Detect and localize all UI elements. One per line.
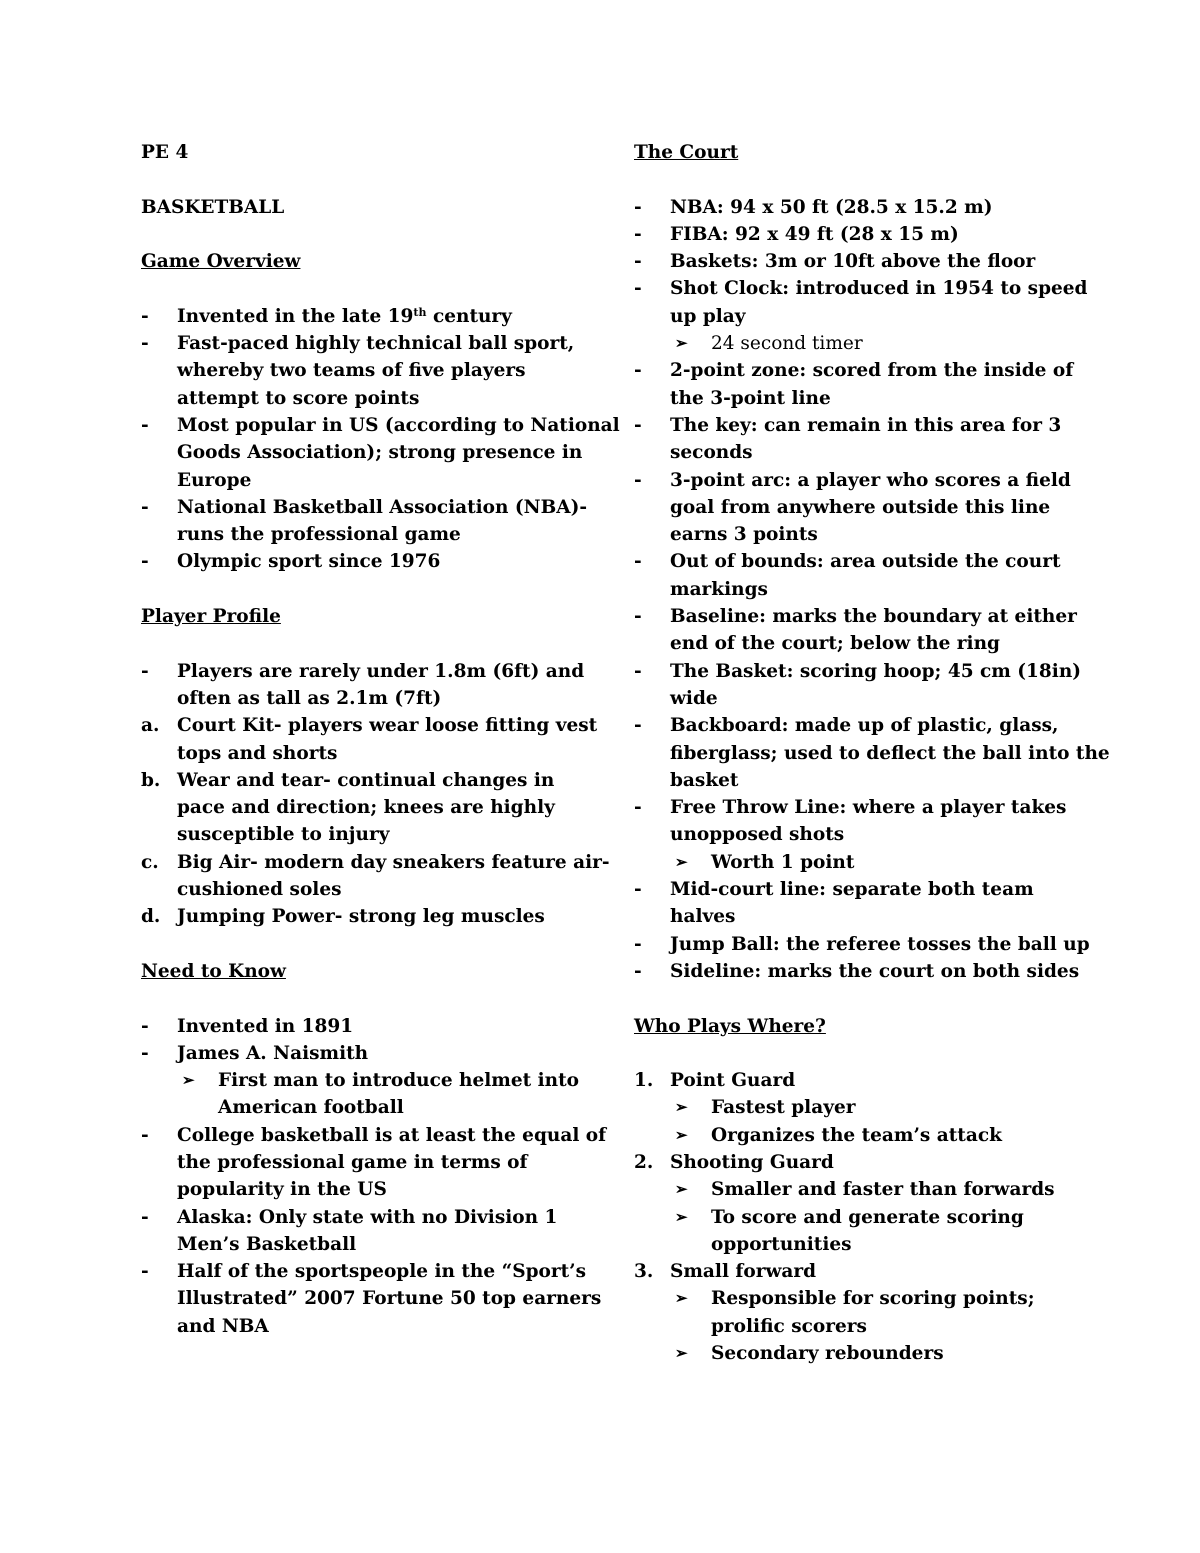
sub-bullet-line-cont: American football	[218, 1097, 404, 1119]
number-marker: 1.	[634, 1070, 654, 1092]
arrow-bullet-icon: ➢	[675, 1125, 688, 1144]
sub-bullet-line: ➢ Worth 1 point	[634, 849, 1064, 876]
bullet-line-cont: fiberglass; used to deflect the ball into the	[670, 742, 1110, 764]
bullet-line-cont: whereby two teams of five players	[177, 360, 526, 382]
bullet-line: - James A. Naismith	[141, 1040, 581, 1067]
bullet-line: - The Basket: scoring hoop; 45 cm (18in)	[634, 658, 1064, 685]
bullet-line: - 3-point arc: a player who scores a field	[634, 467, 1064, 494]
bullet-line-cont: popularity in the US	[177, 1179, 387, 1201]
dash-marker: -	[634, 469, 642, 491]
bullet-line-cont: markings	[670, 578, 768, 600]
dash-marker: -	[141, 496, 149, 518]
sub-bullet-line-cont: prolific scorers	[711, 1315, 867, 1337]
lettered-item-cont: cushioned soles	[177, 879, 342, 901]
dash-marker: -	[141, 660, 149, 682]
bullet-line-cont: end of the court; below the ring	[670, 633, 1000, 655]
bullet-line-cont: Men’s Basketball	[177, 1233, 357, 1255]
dash-marker: -	[141, 305, 149, 327]
dash-marker: -	[634, 551, 642, 573]
dash-marker: -	[634, 933, 642, 955]
arrow-bullet-icon: ➢	[675, 1098, 688, 1117]
arrow-bullet-icon: ➢	[675, 852, 688, 871]
lettered-item-cont: pace and direction; knees are highly	[177, 797, 555, 819]
bullet-line-cont: seconds	[670, 442, 753, 464]
dash-marker: -	[634, 414, 642, 436]
bullet-line: - Out of bounds: area outside the court	[634, 548, 1064, 575]
dash-marker: -	[634, 606, 642, 628]
dash-marker: -	[634, 360, 642, 382]
sub-bullet-line-cont: opportunities	[711, 1233, 852, 1255]
bullet-line-cont: attempt to score points	[177, 387, 420, 409]
course-title: PE 4	[141, 142, 189, 163]
dash-marker: -	[634, 196, 642, 218]
bullet-line-cont: the professional game in terms of	[177, 1151, 528, 1173]
arrow-bullet-icon: ➢	[182, 1071, 195, 1090]
need-to-know-heading: Need to Know	[141, 960, 286, 982]
dash-marker: -	[141, 414, 149, 436]
arrow-bullet-icon: ➢	[675, 1207, 688, 1226]
lettered-item: a. Court Kit- players wear loose fitting vest	[141, 712, 581, 739]
sub-bullet-line: ➢ Responsible for scoring points;	[634, 1285, 1064, 1312]
sub-bullet-line: ➢ Organizes the team’s attack	[634, 1122, 1064, 1149]
player-profile-heading: Player Profile	[141, 606, 281, 628]
bullet-line: - College basketball is at least the equal of	[141, 1122, 581, 1149]
dash-marker: -	[634, 879, 642, 901]
bullet-line: - The key: can remain in this area for 3	[634, 412, 1064, 439]
sub-bullet-line: ➢ Secondary rebounders	[634, 1340, 1064, 1367]
dash-marker: -	[141, 1206, 149, 1228]
bullet-line-cont: basket	[670, 769, 739, 791]
bullet-line: - Sideline: marks the court on both sides	[634, 958, 1064, 985]
bullet-line: - Jump Ball: the referee tosses the ball up	[634, 931, 1064, 958]
bullet-line-cont: Goods Association); strong presence in	[177, 442, 583, 464]
number-marker: 2.	[634, 1151, 654, 1173]
bullet-line: - National Basketball Association (NBA)-	[141, 494, 581, 521]
bullet-line: - Invented in 1891	[141, 1013, 581, 1040]
lettered-item: b. Wear and tear- continual changes in	[141, 767, 581, 794]
dash-marker: -	[141, 1261, 149, 1283]
dash-marker: -	[634, 960, 642, 982]
subject-title: BASKETBALL	[141, 196, 285, 218]
bullet-line: - Players are rarely under 1.8m (6ft) and	[141, 658, 581, 685]
number-marker: 3.	[634, 1261, 654, 1283]
dash-marker: -	[634, 797, 642, 819]
lettered-item-cont: tops and shorts	[177, 742, 338, 764]
court-heading: The Court	[634, 142, 739, 163]
dash-marker: -	[634, 251, 642, 273]
sub-bullet-line: ➢ 24 second timer	[634, 330, 1064, 357]
who-plays-heading: Who Plays Where?	[634, 1015, 826, 1037]
bullet-line: - Olympic sport since 1976	[141, 548, 581, 575]
bullet-line: - FIBA: 92 x 49 ft (28 x 15 m)	[634, 221, 1064, 248]
bullet-line: - Shot Clock: introduced in 1954 to speed	[634, 275, 1064, 302]
bullet-line-cont: goal from anywhere outside this line	[670, 496, 1051, 518]
sub-bullet-line: ➢ To score and generate scoring	[634, 1204, 1064, 1231]
bullet-line-cont: runs the professional game	[177, 524, 461, 546]
sub-bullet-line: ➢ First man to introduce helmet into	[141, 1067, 581, 1094]
bullet-line: - Fast-paced highly technical ball sport,	[141, 330, 581, 357]
bullet-line: - Baskets: 3m or 10ft above the floor	[634, 248, 1064, 275]
dash-marker: -	[141, 551, 149, 573]
dash-marker: -	[634, 223, 642, 245]
left-column	[141, 139, 620, 1340]
sub-bullet-line: ➢ Fastest player	[634, 1094, 1064, 1121]
bullet-line: - 2-point zone: scored from the inside of	[634, 357, 1064, 384]
bullet-line-cont: wide	[670, 687, 718, 709]
bullet-line: - Backboard: made up of plastic, glass,	[634, 712, 1064, 739]
bullet-line: - Free Throw Line: where a player takes	[634, 794, 1064, 821]
letter-marker: d.	[141, 906, 161, 928]
dash-marker: -	[141, 1124, 149, 1146]
dash-marker: -	[141, 1015, 149, 1037]
position-item: 2. Shooting Guard	[634, 1149, 1064, 1176]
letter-marker: a.	[141, 715, 160, 737]
dash-marker: -	[141, 333, 149, 355]
arrow-bullet-icon: ➢	[675, 1344, 688, 1363]
arrow-bullet-icon: ➢	[675, 334, 688, 353]
bullet-line-cont: halves	[670, 906, 736, 928]
dash-marker: -	[634, 278, 642, 300]
dash-marker: -	[634, 715, 642, 737]
bullet-line: - Invented in the late 19th century	[141, 303, 581, 330]
bullet-line: - NBA: 94 x 50 ft (28.5 x 15.2 m)	[634, 194, 1064, 221]
bullet-line-cont: Europe	[177, 469, 252, 491]
arrow-bullet-icon: ➢	[675, 1180, 688, 1199]
dash-marker: -	[141, 1042, 149, 1064]
letter-marker: c.	[141, 851, 159, 873]
bullet-line: - Most popular in US (according to National	[141, 412, 581, 439]
lettered-item: d. Jumping Power- strong leg muscles	[141, 903, 581, 930]
bullet-line-cont: unopposed shots	[670, 824, 845, 846]
game-overview-heading: Game Overview	[141, 251, 301, 273]
right-column	[634, 139, 1110, 1367]
lettered-item-cont: susceptible to injury	[177, 824, 390, 846]
position-item: 3. Small forward	[634, 1258, 1064, 1285]
lettered-item: c. Big Air- modern day sneakers feature air-	[141, 849, 581, 876]
bullet-line-cont: and NBA	[177, 1315, 269, 1337]
bullet-line-cont: earns 3 points	[670, 524, 818, 546]
bullet-line-cont: often as tall as 2.1m (7ft)	[177, 687, 442, 709]
dash-marker: -	[634, 660, 642, 682]
bullet-line-cont: up play	[670, 305, 746, 327]
letter-marker: b.	[141, 769, 161, 791]
bullet-line: - Baseline: marks the boundary at either	[634, 603, 1064, 630]
bullet-line-cont: the 3-point line	[670, 387, 831, 409]
bullet-line: - Mid-court line: separate both team	[634, 876, 1064, 903]
sub-bullet-line: ➢ Smaller and faster than forwards	[634, 1176, 1064, 1203]
bullet-line: - Alaska: Only state with no Division 1	[141, 1204, 581, 1231]
position-item: 1. Point Guard	[634, 1067, 1064, 1094]
arrow-bullet-icon: ➢	[675, 1289, 688, 1308]
bullet-line-cont: Illustrated” 2007 Fortune 50 top earners	[177, 1288, 602, 1310]
bullet-line: - Half of the sportspeople in the “Sport’s	[141, 1258, 581, 1285]
